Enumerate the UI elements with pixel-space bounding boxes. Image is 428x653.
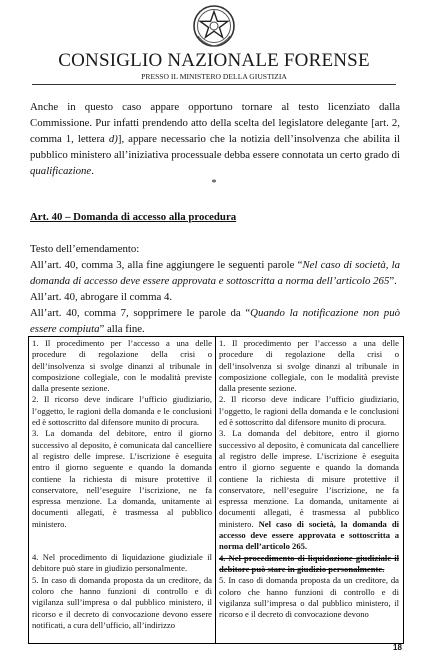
amendment-item-2: All’art. 40, abrogare il comma 4. [30,291,173,303]
amendment-item-1: All’art. 40, comma 3, alla fine aggiungere le seguenti parole “Nel caso di società, la domanda di accesso deve essere approvata e sottoscritta a norma dell’articolo 265”. [30,259,401,287]
right-paragraph-5: 5. In caso di domanda proposta da un creditore, da coloro che hanno funzioni di controllo e di vigilanza sull’impresa o dal pubblico ministero, il ricorso e il decreto di convocazione devono [219,575,399,620]
right-paragraph-1: 1. Il procedimento per l’accesso a una delle procedure di regolazione della crisi o dell’insolvenza si svolge dinanzi al tribunale in composizione collegiale, con le modalità previste dalla presente sezione. [219,338,399,394]
amendment-item-3: All’art. 40, comma 7, sopprimere le parole da “Quando la notificazione non può essere compiuta” alla fine. [30,307,400,335]
left-paragraph-3: 3. La domanda del debitore, entro il giorno successivo al deposito, è comunicata dal cancelliere al registro delle imprese. L’iscrizione è eseguita entro il giorno seguente e quando la domanda contiene la richiesta di misure protettive il conservatore, nell’eseguire l’iscrizione, ne fa espressa menzione. La domanda, unitamente ai documenti allegati, è trasmessa al pubblico ministero. [32,428,212,529]
amended-text-column [216,337,402,643]
section-separator: * [211,178,217,189]
inserted-text: Nel caso di società, la domanda di accesso deve essere approvata e sottoscritta a norma dell’articolo 265. [219,518,399,552]
header-divider [32,84,396,85]
header-subtitle: PRESSO IL MINISTERO DELLA GIUSTIZIA [141,72,287,81]
left-paragraph-4: 4. Nel procedimento di liquidazione giudiziale il debitore può stare in giudizio personalmente. [32,552,212,574]
italian-republic-emblem-icon [190,2,238,50]
deleted-paragraph-4: 4. Nel procedimento di liquidazione giudiziale il debitore può stare in giudizio personalmente. [219,552,399,574]
intro-paragraph: Anche in questo caso appare opportuno tornare al testo licenziato dalla Commissione. Pur infatti prendendo atto della scelta del legislatore delegante [art. 2, comma 1, lettera d)], appare necessario che la notizia dell’insolvenza che abilita il pubblico ministero all’iniziativa processuale debba essere connotata un certo grado di qualificazione. [30,101,400,177]
left-paragraph-1: 1. Il procedimento per l’accesso a una delle procedure di regolazione della crisi o dell’insolvenza si svolge dinanzi al tribunale in composizione collegiale, con le modalità previste dalla presente sezione. [32,338,212,394]
header-title: CONSIGLIO NAZIONALE FORENSE [58,50,370,71]
left-paragraph-5: 5. In caso di domanda proposta da un creditore, da coloro che hanno funzioni di controllo e di vigilanza sull’impresa o dal pubblico ministero, il ricorso e il decreto di convocazione devono essere notificati, a cura dell’ufficio, all’indirizzo [32,574,212,630]
page-number: 18 [393,643,402,652]
right-paragraph-2: 2. Il ricorso deve indicare l’ufficio giudiziario, l’oggetto, le ragioni della domanda e le conclusioni ed è sottoscritto dal difensore munito di procura. [219,394,399,428]
right-paragraph-3: 3. La domanda del debitore, entro il giorno successivo al deposito, è comunicata dal cancelliere al registro delle imprese. L’iscrizione è eseguita entro il giorno seguente e quando la domanda contiene la richiesta di misure protettive il conservatore, nell’eseguire l’iscrizione, ne fa espressa menzione. La domanda, unitamente ai documenti allegati, è trasmessa al pubblico ministero. Nel caso di società, la domanda di accesso deve essere approvata e sottoscritta a norma dell’articolo 265. [219,428,399,552]
original-text-column [29,337,216,643]
comparison-table [28,336,404,644]
left-paragraph-2: 2. Il ricorso deve indicare l’ufficio giudiziario, l’oggetto, le ragioni della domanda e le conclusioni ed è sottoscritto dal difensore munito di procura. [32,394,212,428]
article-heading: Art. 40 – Domanda di accesso alla procedura [30,211,237,223]
amendment-label: Testo dell’emendamento: [30,243,140,255]
